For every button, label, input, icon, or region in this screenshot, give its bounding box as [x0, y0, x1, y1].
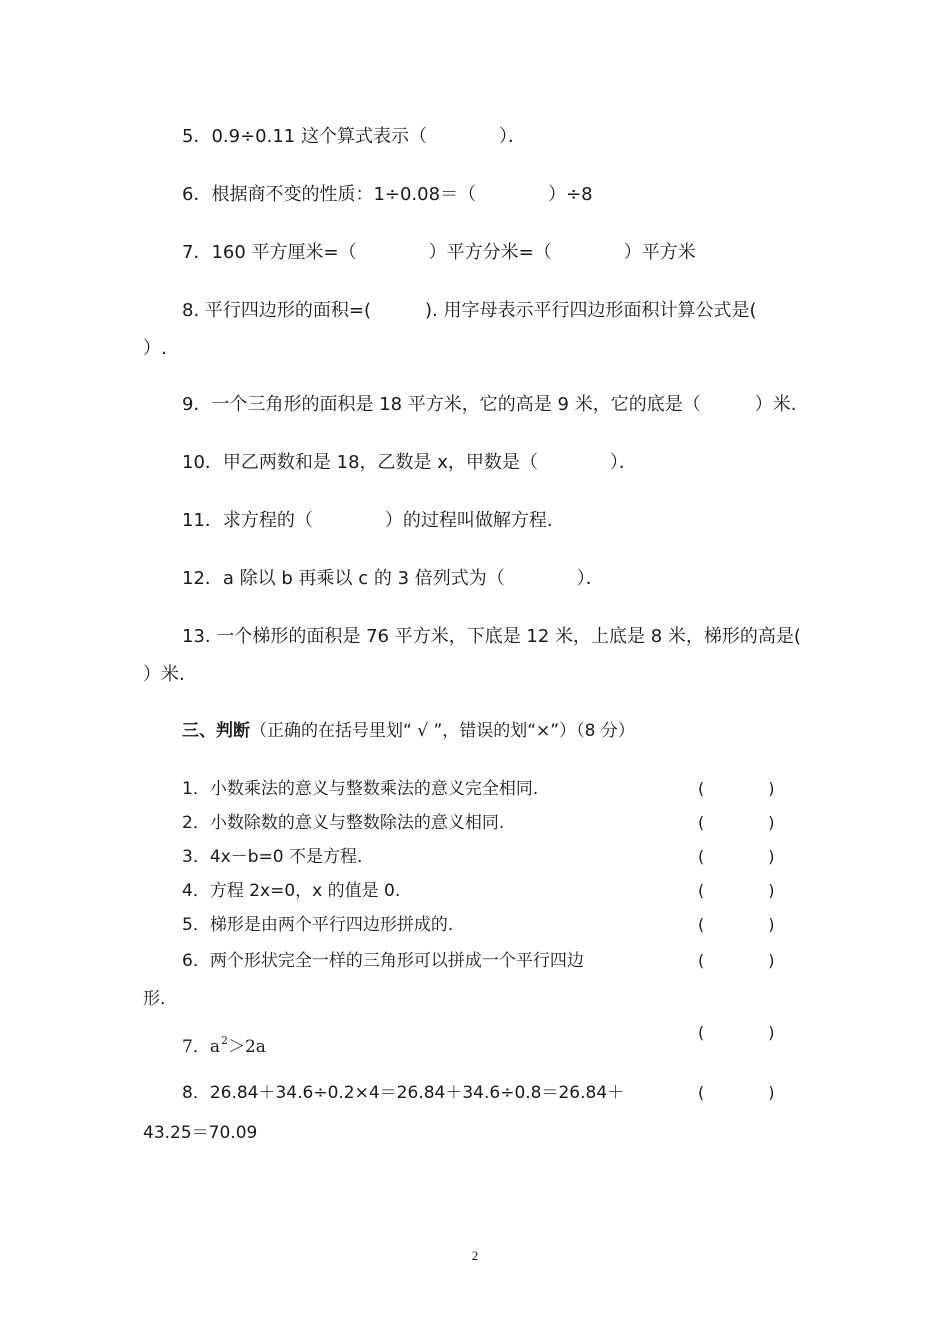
judge-answer-paren-4[interactable]: ( ) — [698, 881, 775, 900]
judge-answer-paren-7[interactable]: ( ) — [698, 1023, 775, 1042]
judge-item-8: 8．26.84＋34.6÷0.2×4＝26.84＋34.6÷0.8＝26.84＋ — [182, 1083, 625, 1103]
judge-item-2: 2．小数除数的意义与整数除法的意义相同. — [182, 813, 505, 833]
judge-item-6-continued: 形. — [143, 989, 166, 1009]
judge-item-1: 1．小数乘法的意义与整数乘法的意义完全相同. — [182, 779, 539, 799]
fill-item-5: 5．0.9÷0.11 这个算式表示（ ）． — [182, 126, 526, 147]
fill-item-12: 12．a 除以 b 再乘以 c 的 3 倍列式为（ ）． — [182, 568, 604, 589]
judge-answer-paren-2[interactable]: ( ) — [698, 813, 775, 832]
judge-item-7 — [182, 1036, 266, 1060]
fill-item-6: 6．根据商不变的性质：1÷0.08＝（ ）÷8 — [182, 184, 593, 205]
fill-item-11: 11．求方程的（ ）的过程叫做解方程. — [182, 510, 553, 531]
judge-answer-paren-6[interactable]: ( ) — [698, 951, 775, 970]
judge-item-4: 4．方程 2x=0，x 的值是 0. — [182, 881, 401, 901]
judge-answer-paren-3[interactable]: ( ) — [698, 847, 775, 866]
judge-item-7-rest: ＞2a — [227, 1037, 266, 1057]
page-number: 2 — [471, 1248, 479, 1263]
fill-item-9: 9．一个三角形的面积是 18 平方米，它的高是 9 米，它的底是（ ）米. — [182, 394, 797, 415]
section-heading-instructions: （正确的在括号里划“ √ ”，错误的划“×”）（8 分） — [250, 721, 635, 741]
section-heading-label: 三、判断 — [182, 721, 250, 741]
judge-answer-paren-8[interactable]: ( ) — [698, 1083, 775, 1102]
judge-item-5: 5．梯形是由两个平行四边形拼成的. — [182, 915, 454, 935]
fill-item-13: 13. 一个梯形的面积是 76 平方米，下底是 12 米，上底是 8 米，梯形的高是( — [182, 626, 801, 647]
judge-item-7-prefix: 7． — [182, 1037, 210, 1057]
judge-item-6: 6．两个形状完全一样的三角形可以拼成一个平行四边 — [182, 951, 584, 971]
fill-item-13-continued: ）米. — [143, 664, 185, 685]
judge-item-3: 3．4x－b=0 不是方程. — [182, 847, 363, 867]
fill-item-10: 10．甲乙两数和是 18，乙数是 x，甲数是（ ）． — [182, 452, 637, 473]
fill-item-8-continued: ）. — [143, 338, 167, 359]
judge-item-7-exponent: 2 — [220, 1034, 228, 1047]
judge-answer-paren-1[interactable]: ( ) — [698, 779, 775, 798]
section-heading-judge — [182, 720, 635, 742]
judge-item-8-continued: 43.25＝70.09 — [143, 1123, 258, 1143]
judge-answer-paren-5[interactable]: ( ) — [698, 915, 775, 934]
fill-item-8: 8. 平行四边形的面积=( ). 用字母表示平行四边形面积计算公式是( — [182, 300, 757, 321]
fill-item-7: 7．160 平方厘米=（ ）平方分米=（ ）平方米 — [182, 242, 696, 263]
judge-item-7-base: a — [209, 1037, 220, 1057]
